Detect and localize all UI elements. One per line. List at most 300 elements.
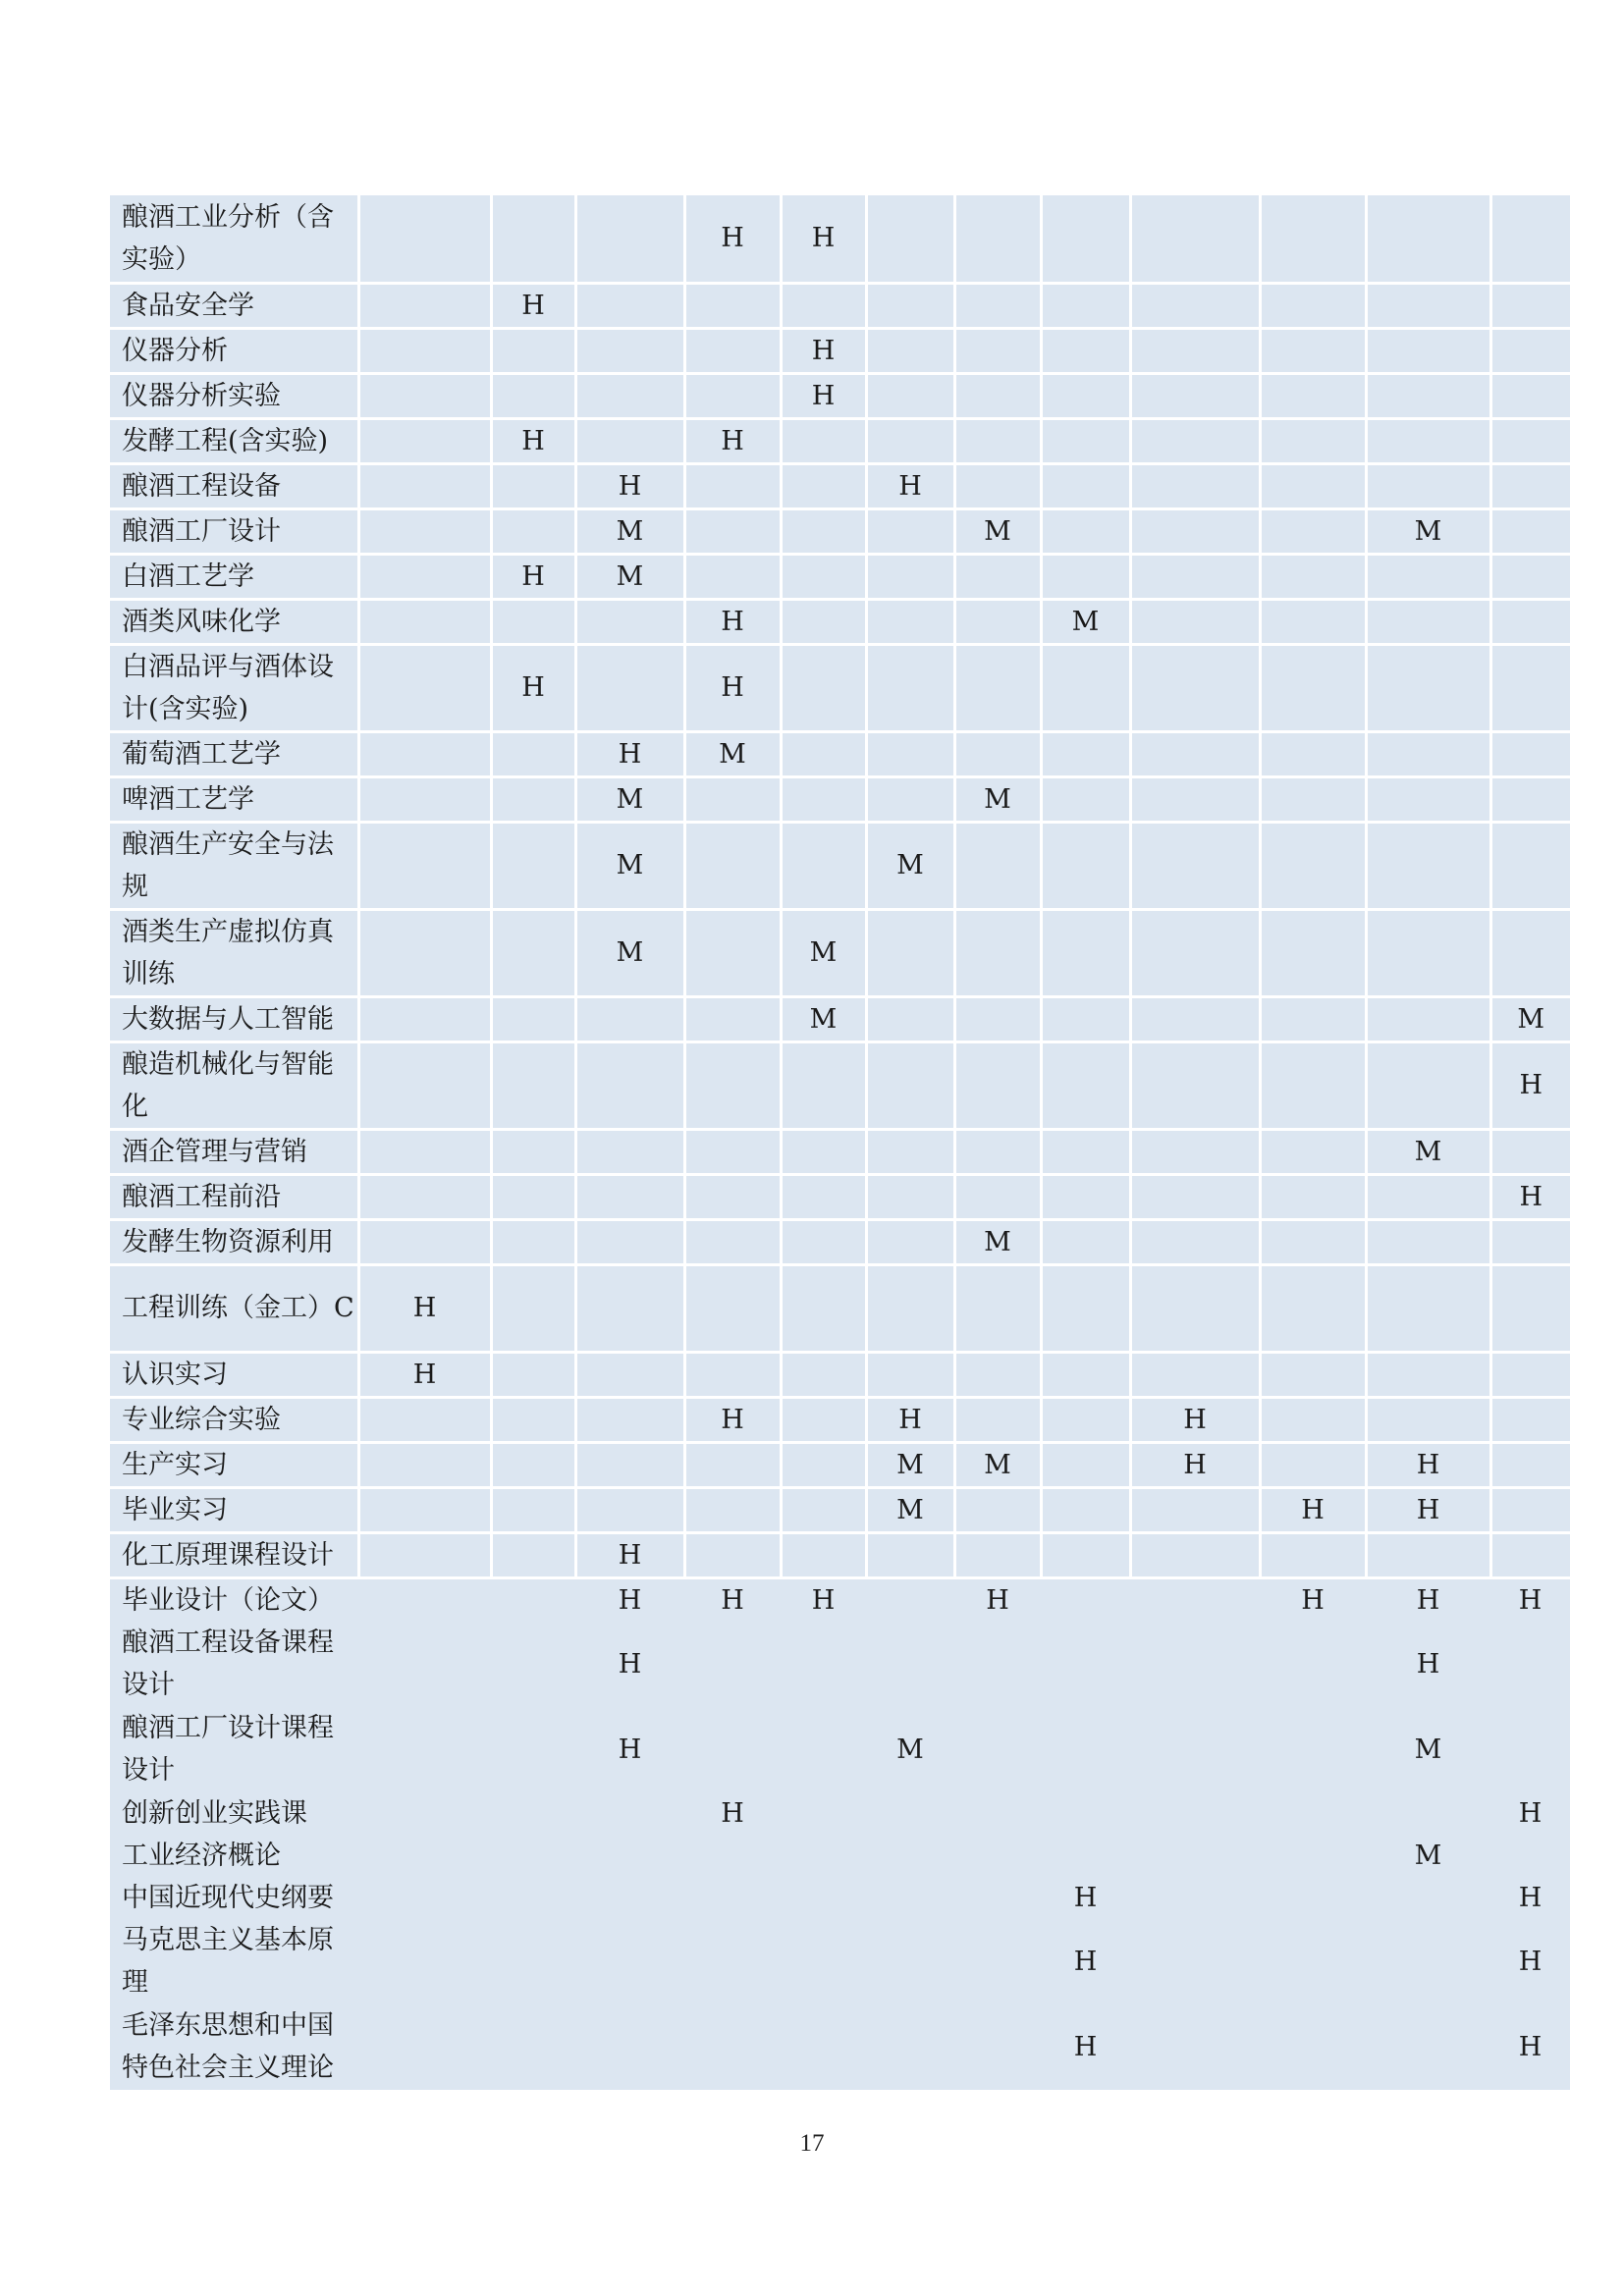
- requirement-cell: [781, 1707, 866, 1792]
- requirement-cell: H: [684, 599, 781, 644]
- requirement-cell: [1366, 731, 1490, 776]
- requirement-cell: [1260, 1919, 1366, 2004]
- requirement-cell: [1260, 283, 1366, 328]
- requirement-cell: [575, 996, 684, 1041]
- requirement-cell: [1130, 1919, 1260, 2004]
- requirement-cell: [1130, 1577, 1260, 1622]
- table-row: [110, 418, 1570, 463]
- course-name-cell: 啤酒工艺学: [110, 776, 358, 822]
- table-row: [110, 1129, 1570, 1174]
- requirement-cell: [1366, 1174, 1490, 1219]
- requirement-cell: [954, 599, 1041, 644]
- requirement-cell: [1490, 463, 1570, 508]
- requirement-cell: M: [684, 731, 781, 776]
- requirement-cell: [358, 599, 491, 644]
- requirement-cell: [1260, 1352, 1366, 1397]
- requirement-cell: [1041, 463, 1130, 508]
- requirement-cell: [1041, 1041, 1130, 1129]
- requirement-cell: [781, 1442, 866, 1487]
- requirement-cell: [866, 1577, 954, 1622]
- requirement-cell: H: [684, 644, 781, 731]
- course-name-cell: 生产实习: [110, 1442, 358, 1487]
- requirement-cell: [781, 776, 866, 822]
- requirement-cell: [866, 418, 954, 463]
- requirement-cell: [1130, 1707, 1260, 1792]
- requirement-cell: [1260, 328, 1366, 373]
- requirement-cell: [1130, 418, 1260, 463]
- requirement-cell: H: [1260, 1487, 1366, 1532]
- requirement-cell: [1260, 599, 1366, 644]
- requirement-cell: H: [575, 731, 684, 776]
- requirement-cell: H: [781, 328, 866, 373]
- course-name-cell: 酒企管理与营销: [110, 1129, 358, 1174]
- requirement-cell: [1490, 644, 1570, 731]
- requirement-cell: H: [575, 463, 684, 508]
- requirement-cell: [866, 996, 954, 1041]
- course-name-cell: 专业综合实验: [110, 1397, 358, 1442]
- requirement-cell: [1260, 1129, 1366, 1174]
- requirement-cell: M: [1366, 1835, 1490, 1877]
- requirement-cell: [1041, 1835, 1130, 1877]
- requirement-cell: [954, 1352, 1041, 1397]
- requirement-cell: [781, 283, 866, 328]
- requirement-cell: [358, 195, 491, 283]
- requirement-cell: [1366, 2004, 1490, 2090]
- requirement-cell: [954, 996, 1041, 1041]
- course-name-cell: 酒类生产虚拟仿真训练: [110, 909, 358, 996]
- requirement-cell: [1490, 1352, 1570, 1397]
- requirement-cell: [781, 1397, 866, 1442]
- course-name-cell: 白酒品评与酒体设计(含实验): [110, 644, 358, 731]
- requirement-cell: [866, 195, 954, 283]
- requirement-cell: [575, 1919, 684, 2004]
- requirement-cell: [1490, 373, 1570, 418]
- course-name-cell: 发酵生物资源利用: [110, 1219, 358, 1264]
- course-name-cell: 酿酒生产安全与法规: [110, 822, 358, 909]
- requirement-cell: [684, 1487, 781, 1532]
- requirement-cell: [491, 1041, 575, 1129]
- requirement-cell: [1366, 1397, 1490, 1442]
- requirement-cell: [1041, 776, 1130, 822]
- requirement-cell: [1490, 599, 1570, 644]
- requirement-cell: [866, 2004, 954, 2090]
- requirement-cell: [358, 1129, 491, 1174]
- requirement-cell: [781, 1487, 866, 1532]
- requirement-cell: H: [491, 418, 575, 463]
- requirement-cell: H: [358, 1352, 491, 1397]
- requirement-cell: M: [1366, 508, 1490, 554]
- requirement-cell: [1490, 909, 1570, 996]
- requirement-cell: [1490, 508, 1570, 554]
- requirement-cell: [1366, 1264, 1490, 1352]
- requirement-cell: H: [684, 418, 781, 463]
- requirement-cell: [1260, 822, 1366, 909]
- requirement-cell: [1260, 1532, 1366, 1577]
- requirement-cell: M: [1366, 1707, 1490, 1792]
- requirement-cell: [954, 822, 1041, 909]
- requirement-cell: [866, 1352, 954, 1397]
- table-row: [110, 195, 1570, 283]
- requirement-cell: [358, 1487, 491, 1532]
- requirement-cell: [866, 373, 954, 418]
- requirement-cell: [866, 1174, 954, 1219]
- requirement-cell: [1130, 1532, 1260, 1577]
- requirement-cell: [358, 1174, 491, 1219]
- requirement-cell: [358, 1919, 491, 2004]
- requirement-cell: [575, 1397, 684, 1442]
- course-name-cell: 酿酒工业分析（含实验）: [110, 195, 358, 283]
- requirement-cell: [1260, 731, 1366, 776]
- table-row: [110, 776, 1570, 822]
- requirement-cell: H: [575, 1577, 684, 1622]
- requirement-cell: [1130, 463, 1260, 508]
- requirement-cell: [491, 463, 575, 508]
- requirement-cell: [1041, 1707, 1130, 1792]
- requirement-cell: [1041, 1219, 1130, 1264]
- requirement-cell: [1130, 1622, 1260, 1707]
- requirement-cell: [684, 373, 781, 418]
- requirement-cell: [575, 283, 684, 328]
- requirement-cell: [1366, 1877, 1490, 1919]
- requirement-cell: [358, 1707, 491, 1792]
- requirement-cell: H: [1490, 1041, 1570, 1129]
- requirement-cell: [1130, 822, 1260, 909]
- requirement-cell: [684, 996, 781, 1041]
- requirement-cell: [781, 2004, 866, 2090]
- course-name-cell: 酿酒工程设备课程设计: [110, 1622, 358, 1707]
- course-name-cell: 葡萄酒工艺学: [110, 731, 358, 776]
- requirement-cell: [1260, 1835, 1366, 1877]
- requirement-cell: [491, 909, 575, 996]
- course-name-cell: 毕业设计（论文）: [110, 1577, 358, 1622]
- requirement-cell: [1490, 1487, 1570, 1532]
- requirement-cell: M: [866, 1442, 954, 1487]
- requirement-cell: [781, 1174, 866, 1219]
- requirement-cell: [575, 1174, 684, 1219]
- requirement-cell: [1490, 418, 1570, 463]
- requirement-cell: M: [954, 508, 1041, 554]
- requirement-cell: [866, 599, 954, 644]
- requirement-cell: [866, 1129, 954, 1174]
- requirement-cell: [684, 1532, 781, 1577]
- requirement-cell: [1366, 1532, 1490, 1577]
- course-name-cell: 酿酒工厂设计课程设计: [110, 1707, 358, 1792]
- requirement-cell: [491, 1442, 575, 1487]
- requirement-cell: [1366, 1352, 1490, 1397]
- requirement-cell: [954, 463, 1041, 508]
- requirement-cell: [1041, 996, 1130, 1041]
- requirement-cell: [866, 909, 954, 996]
- requirement-cell: [575, 418, 684, 463]
- requirement-cell: [954, 1041, 1041, 1129]
- requirement-cell: [1260, 418, 1366, 463]
- requirement-cell: [1490, 1442, 1570, 1487]
- requirement-cell: [358, 822, 491, 909]
- requirement-cell: [358, 1877, 491, 1919]
- requirement-cell: [954, 328, 1041, 373]
- requirement-cell: H: [684, 1397, 781, 1442]
- requirement-cell: [1366, 776, 1490, 822]
- requirement-cell: H: [781, 195, 866, 283]
- requirement-cell: [1130, 508, 1260, 554]
- requirement-cell: [491, 1532, 575, 1577]
- requirement-cell: [684, 1174, 781, 1219]
- requirement-cell: M: [866, 822, 954, 909]
- requirement-cell: [684, 909, 781, 996]
- course-name-cell: 毛泽东思想和中国特色社会主义理论: [110, 2004, 358, 2090]
- requirement-cell: [575, 1792, 684, 1835]
- requirement-cell: [1490, 1264, 1570, 1352]
- requirement-cell: [1130, 1487, 1260, 1532]
- requirement-cell: M: [575, 554, 684, 599]
- course-name-cell: 大数据与人工智能: [110, 996, 358, 1041]
- requirement-cell: [954, 1487, 1041, 1532]
- course-name-cell: 酒类风味化学: [110, 599, 358, 644]
- requirement-cell: [1041, 1577, 1130, 1622]
- requirement-cell: [1260, 1442, 1366, 1487]
- requirement-cell: [866, 1835, 954, 1877]
- requirement-cell: [491, 508, 575, 554]
- requirement-cell: [1260, 1877, 1366, 1919]
- table-row: [110, 1352, 1570, 1397]
- requirement-cell: [575, 1129, 684, 1174]
- requirement-cell: [781, 1264, 866, 1352]
- requirement-cell: [358, 508, 491, 554]
- requirement-cell: [684, 1129, 781, 1174]
- requirement-cell: H: [684, 195, 781, 283]
- requirement-cell: [1260, 508, 1366, 554]
- requirement-cell: [1490, 1129, 1570, 1174]
- requirement-cell: [1260, 1707, 1366, 1792]
- requirement-cell: [866, 1532, 954, 1577]
- requirement-cell: [866, 508, 954, 554]
- requirement-cell: [954, 283, 1041, 328]
- requirement-cell: [1260, 1041, 1366, 1129]
- requirement-cell: [954, 909, 1041, 996]
- course-requirement-matrix: [110, 195, 1570, 2090]
- requirement-cell: M: [575, 822, 684, 909]
- requirement-cell: [1490, 328, 1570, 373]
- requirement-cell: [684, 1352, 781, 1397]
- requirement-cell: M: [575, 508, 684, 554]
- requirement-cell: [1130, 996, 1260, 1041]
- requirement-cell: M: [575, 909, 684, 996]
- requirement-cell: [954, 554, 1041, 599]
- requirement-cell: [1260, 1622, 1366, 1707]
- table-row: [110, 1219, 1570, 1264]
- requirement-cell: [781, 463, 866, 508]
- requirement-cell: [1130, 1264, 1260, 1352]
- table-body-plain: [110, 1577, 1570, 2090]
- requirement-cell: [358, 776, 491, 822]
- requirement-cell: H: [954, 1577, 1041, 1622]
- requirement-cell: [1041, 554, 1130, 599]
- requirement-cell: [954, 1174, 1041, 1219]
- requirement-cell: H: [1490, 1577, 1570, 1622]
- requirement-cell: H: [575, 1622, 684, 1707]
- requirement-cell: [684, 776, 781, 822]
- requirement-cell: [1130, 1174, 1260, 1219]
- requirement-cell: [1130, 1792, 1260, 1835]
- requirement-cell: [1041, 1622, 1130, 1707]
- requirement-cell: [491, 996, 575, 1041]
- requirement-cell: [954, 1835, 1041, 1877]
- requirement-cell: [954, 418, 1041, 463]
- course-name-cell: 中国近现代史纲要: [110, 1877, 358, 1919]
- course-name-cell: 创新创业实践课: [110, 1792, 358, 1835]
- requirement-cell: [1041, 1174, 1130, 1219]
- requirement-cell: [1130, 328, 1260, 373]
- requirement-cell: [491, 1129, 575, 1174]
- requirement-cell: H: [684, 1792, 781, 1835]
- requirement-cell: [358, 996, 491, 1041]
- requirement-cell: [1041, 1792, 1130, 1835]
- requirement-cell: [575, 195, 684, 283]
- course-name-cell: 认识实习: [110, 1352, 358, 1397]
- requirement-cell: [575, 373, 684, 418]
- requirement-cell: [781, 1622, 866, 1707]
- requirement-cell: [358, 1219, 491, 1264]
- requirement-cell: [491, 599, 575, 644]
- requirement-cell: [358, 1041, 491, 1129]
- table-row: [110, 1835, 1570, 1877]
- requirement-cell: [781, 1532, 866, 1577]
- course-name-cell: 食品安全学: [110, 283, 358, 328]
- requirement-cell: [491, 1622, 575, 1707]
- requirement-cell: H: [358, 1264, 491, 1352]
- requirement-cell: [1260, 463, 1366, 508]
- requirement-cell: [358, 1442, 491, 1487]
- requirement-cell: [1260, 1397, 1366, 1442]
- table-row: [110, 2004, 1570, 2090]
- requirement-cell: [1130, 1129, 1260, 1174]
- requirement-cell: [1366, 1792, 1490, 1835]
- requirement-cell: H: [1366, 1487, 1490, 1532]
- requirement-cell: [1041, 283, 1130, 328]
- requirement-cell: [575, 328, 684, 373]
- requirement-cell: [491, 1487, 575, 1532]
- requirement-cell: [1041, 1487, 1130, 1532]
- requirement-cell: [358, 644, 491, 731]
- requirement-cell: [1130, 599, 1260, 644]
- course-name-cell: 毕业实习: [110, 1487, 358, 1532]
- requirement-cell: [1041, 1397, 1130, 1442]
- requirement-cell: [684, 1219, 781, 1264]
- requirement-cell: [1130, 554, 1260, 599]
- requirement-cell: [1366, 1919, 1490, 2004]
- course-name-cell: 工程训练（金工）C: [110, 1264, 358, 1352]
- requirement-cell: [684, 508, 781, 554]
- requirement-cell: [1490, 1532, 1570, 1577]
- requirement-cell: [1366, 1041, 1490, 1129]
- requirement-cell: [866, 1264, 954, 1352]
- requirement-cell: [491, 1919, 575, 2004]
- requirement-cell: [684, 1622, 781, 1707]
- requirement-cell: [1260, 776, 1366, 822]
- requirement-cell: H: [1260, 1577, 1366, 1622]
- requirement-cell: [1130, 1041, 1260, 1129]
- requirement-cell: H: [1366, 1622, 1490, 1707]
- requirement-cell: [866, 1792, 954, 1835]
- requirement-cell: [1130, 776, 1260, 822]
- requirement-cell: [1130, 644, 1260, 731]
- table-row: [110, 731, 1570, 776]
- table-row: [110, 1397, 1570, 1442]
- requirement-cell: [1130, 283, 1260, 328]
- requirement-cell: [491, 2004, 575, 2090]
- requirement-cell: [1366, 1219, 1490, 1264]
- requirement-cell: M: [866, 1707, 954, 1792]
- requirement-cell: [358, 1397, 491, 1442]
- requirement-cell: [1041, 508, 1130, 554]
- requirement-cell: H: [491, 554, 575, 599]
- requirement-cell: [358, 418, 491, 463]
- requirement-cell: [1260, 1174, 1366, 1219]
- requirement-cell: H: [1130, 1442, 1260, 1487]
- requirement-cell: [575, 1835, 684, 1877]
- table-row: [110, 1264, 1570, 1352]
- requirement-cell: [575, 599, 684, 644]
- requirement-cell: [358, 909, 491, 996]
- requirement-cell: [358, 328, 491, 373]
- requirement-cell: M: [954, 776, 1041, 822]
- requirement-cell: [684, 1877, 781, 1919]
- table-row: [110, 1442, 1570, 1487]
- requirement-cell: [954, 1264, 1041, 1352]
- table-row: [110, 1532, 1570, 1577]
- requirement-cell: [1260, 1264, 1366, 1352]
- requirement-cell: [1041, 644, 1130, 731]
- requirement-cell: [491, 328, 575, 373]
- requirement-cell: [358, 1622, 491, 1707]
- requirement-cell: [684, 554, 781, 599]
- table-row: [110, 1487, 1570, 1532]
- requirement-cell: [491, 1835, 575, 1877]
- table-row: [110, 328, 1570, 373]
- requirement-cell: [358, 1835, 491, 1877]
- requirement-cell: [866, 1041, 954, 1129]
- requirement-cell: [1041, 1442, 1130, 1487]
- requirement-cell: [954, 1397, 1041, 1442]
- requirement-cell: H: [1490, 1174, 1570, 1219]
- requirement-cell: [575, 1352, 684, 1397]
- requirement-cell: [1260, 1219, 1366, 1264]
- requirement-cell: [1041, 909, 1130, 996]
- requirement-cell: [1366, 463, 1490, 508]
- table-row: [110, 644, 1570, 731]
- requirement-cell: [491, 1577, 575, 1622]
- course-name-cell: 工业经济概论: [110, 1835, 358, 1877]
- table-row: [110, 1622, 1570, 1707]
- requirement-cell: M: [954, 1442, 1041, 1487]
- requirement-cell: [1041, 373, 1130, 418]
- requirement-cell: [491, 1219, 575, 1264]
- requirement-cell: [1366, 909, 1490, 996]
- requirement-cell: [1366, 283, 1490, 328]
- requirement-cell: [781, 1835, 866, 1877]
- requirement-cell: [1130, 1877, 1260, 1919]
- requirement-cell: [1366, 644, 1490, 731]
- requirement-cell: [358, 373, 491, 418]
- table-row: [110, 1792, 1570, 1835]
- course-name-cell: 发酵工程(含实验): [110, 418, 358, 463]
- table-row: [110, 373, 1570, 418]
- course-name-cell: 化工原理课程设计: [110, 1532, 358, 1577]
- requirement-cell: [684, 1835, 781, 1877]
- requirement-cell: [1260, 1792, 1366, 1835]
- requirement-cell: [866, 731, 954, 776]
- requirement-cell: [684, 328, 781, 373]
